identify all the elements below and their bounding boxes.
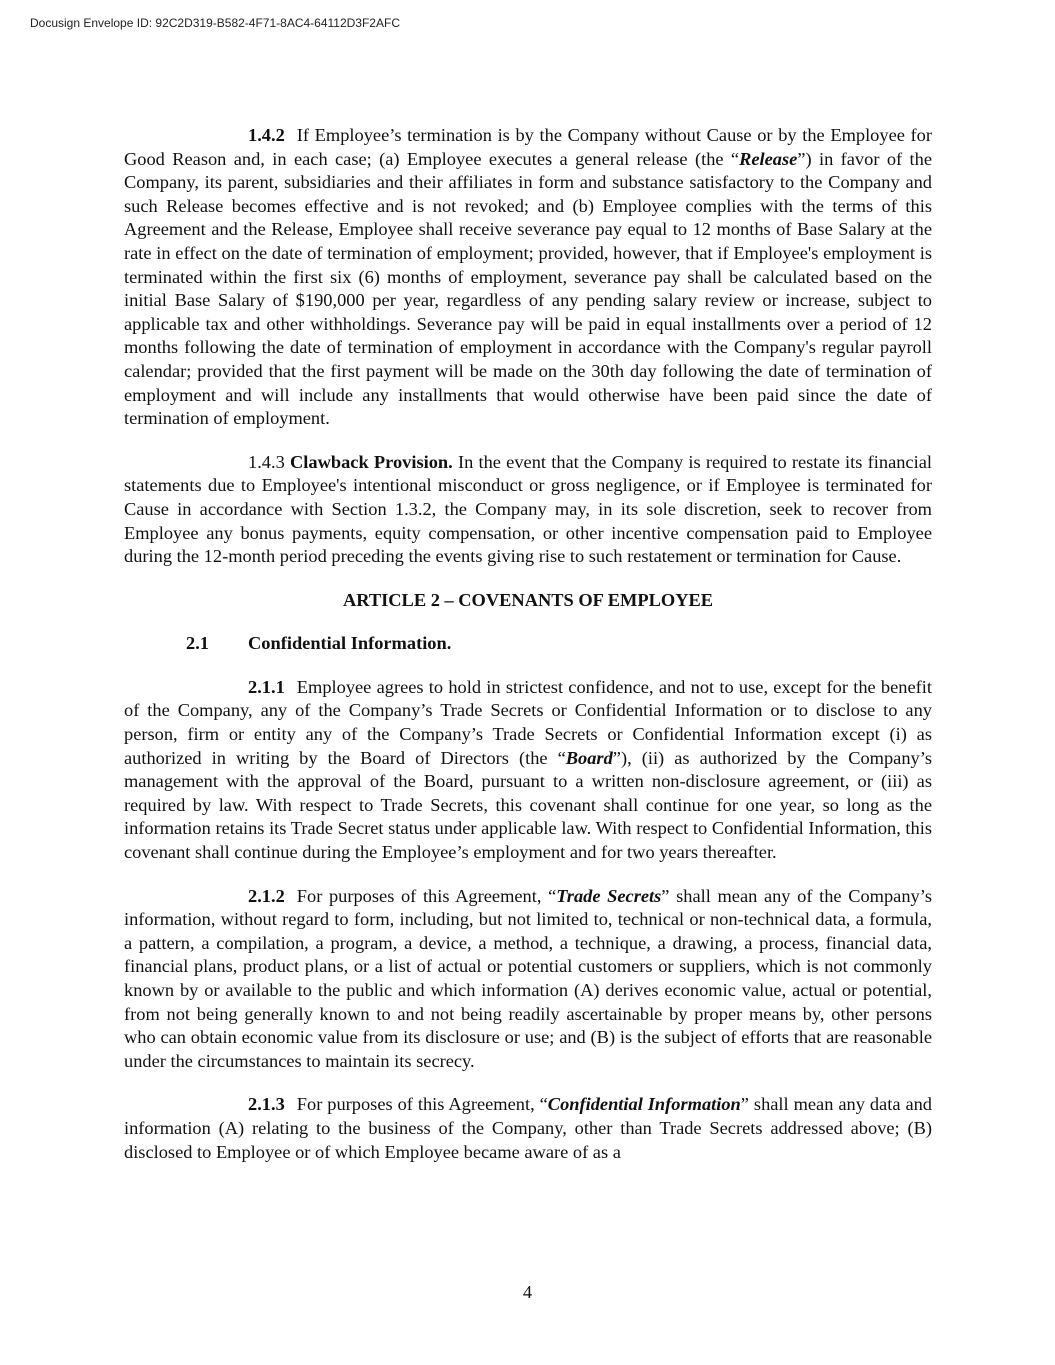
page-number: 4 [522, 1282, 533, 1302]
section-text: For purposes of this Agreement, “ [296, 1094, 548, 1115]
section-2-1-heading [124, 632, 932, 656]
section-number: 1.4.3 [248, 451, 285, 472]
section-text: ”) in favor of the Company, its parent, subsidiaries and their affiliates in form and substance satisfactory to the Company and such Release becomes effective and is not revoked; and (b) Employee complies with the terms of this Agreement and the Release, Employee shall receive severance pay equal to 12 months of Base Salary at the rate in effect on the date of termination of employment; provided, however, that if Employee's employment is terminated within the first six (6) months of employment, severance pay shall be calculated based on the initial Base Salary of $190,000 per year, regardless of any pending salary review or increase, subject to applicable tax and other withholdings. Severance pay will be paid in equal installments over a period of 12 months following the date of termination of employment in accordance with the Company's regular payroll calendar; provided that the first payment will be made on the 30th day following the date of termination of employment and will include any installments that would otherwise have been paid since the date of termination of employment. [124, 148, 932, 429]
article-heading: ARTICLE 2 – COVENANTS OF EMPLOYEE [342, 589, 714, 610]
section-text: ”), (ii) as authorized by the Company’s management with the approval of the Board, pursuant to a written non-disclosure agreement, or (iii) as required by law. With respect to Trade Secrets, this covenant shall continue for one year, so long as the information retains its Trade Secret status under applicable law. With respect to Confidential Information, this covenant shall continue during the Employee’s employment and for two years thereafter. [124, 747, 932, 863]
section-title: Confidential Information. [248, 633, 452, 654]
section-2-1-2 [124, 885, 932, 1074]
section-2-1-1 [124, 676, 932, 865]
section-text: ” shall mean any data and information (A) relating to the business of the Company, other than Trade Secrets addressed above; (B) disclosed to Employee or of which Employee became aware of as a [124, 1094, 932, 1162]
document-body [124, 124, 932, 1184]
section-title: Clawback Provision. [290, 451, 453, 472]
section-text: ” shall mean any of the Company’s information, without regard to form, including, but not limited to, technical or non-technical data, a formula, a pattern, a compilation, a program, a device, a method, a technique, a drawing, a process, financial data, financial plans, product plans, or a list of actual or potential customers or suppliers, which is not commonly known by or available to the public and which information (A) derives economic value, actual or potential, from not being generally known to and not being readily ascertainable by proper means by, other persons who can obtain economic value from its disclosure or use; and (B) is the subject of efforts that are reasonable under the circumstances to maintain its secrecy. [124, 885, 932, 1071]
section-number: 2.1 [186, 633, 209, 654]
section-2-1-3 [124, 1093, 932, 1164]
section-text: If Employee’s termination is by the Company without Cause or by the Employee for Good Reason and, in each case; (a) Employee executes a general release (the “ [124, 125, 932, 169]
section-1-4-2 [124, 124, 932, 431]
section-number: 2.1.2 [248, 885, 285, 906]
section-1-4-3 [124, 451, 932, 569]
envelope-id: Docusign Envelope ID: 92C2D319-B582-4F71-8AC4-64112D3F2AFC [30, 16, 400, 30]
defined-term: Release [739, 148, 798, 169]
section-text: Employee agrees to hold in strictest confidence, and not to use, except for the benefit of the Company, any of the Company’s Trade Secrets or Confidential Information or to disclose to any person, firm or entity any of the Company’s Trade Secrets or Confidential Information except (i) as authorized in writing by the Board of Directors (the “ [124, 676, 932, 768]
section-number: 1.4.2 [248, 125, 285, 145]
defined-term: Confidential Information [547, 1094, 741, 1115]
section-number: 2.1.3 [248, 1094, 285, 1115]
section-number: 2.1.1 [248, 676, 285, 697]
defined-term: Board [565, 747, 613, 768]
defined-term: Trade Secrets [556, 885, 662, 906]
section-text: In the event that the Company is required to restate its financial statements due to Employee's intentional misconduct or gross negligence, or if Employee is terminated for Cause in accordance with Section 1.3.2, the Company may, in its sole discretion, seek to recover from Employee any bonus payments, equity compensation, or other incentive compensation paid to Employee during the 12-month period preceding the events giving rise to such restatement or termination for Cause. [124, 451, 932, 567]
section-text: For purposes of this Agreement, “ [296, 885, 557, 906]
